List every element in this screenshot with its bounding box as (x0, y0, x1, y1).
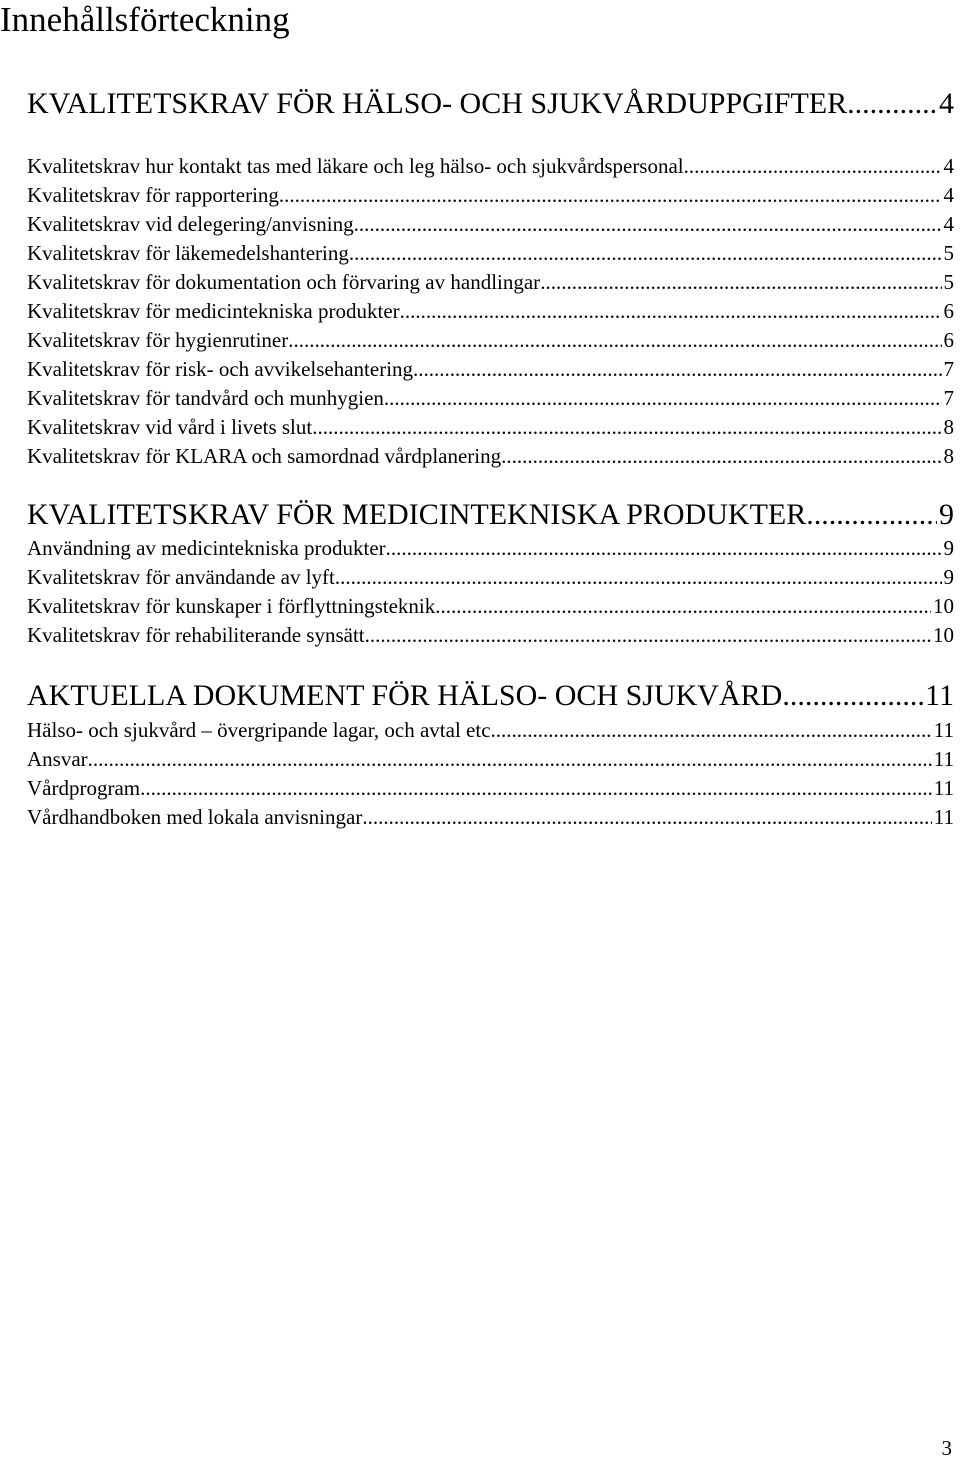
dot-leader (312, 413, 941, 441)
toc-entry[interactable] (27, 803, 954, 831)
dot-leader (140, 774, 932, 802)
toc-section-heading[interactable] (27, 678, 954, 714)
toc-page-number: 9 (943, 536, 954, 560)
toc-entry[interactable] (27, 563, 954, 591)
toc-entry[interactable] (27, 210, 954, 238)
toc-entry-title: Ansvar (27, 747, 88, 771)
dot-leader (496, 716, 932, 744)
toc-section-title: KVALITETSKRAV FÖR HÄLSO- OCH SJUKVÅRDUPPGIFTER (27, 87, 848, 120)
toc-page-number: 10 (933, 594, 954, 618)
toc-entry[interactable] (27, 413, 954, 441)
toc-page-number: 11 (933, 718, 954, 742)
toc-entry-title: Hälso- och sjukvård – övergripande lagar, och avtal etc. (27, 718, 496, 742)
page-number: 3 (941, 1436, 952, 1460)
toc-page-number: 7 (943, 357, 954, 381)
dot-leader (400, 297, 942, 325)
dot-leader (806, 497, 937, 533)
toc-page-number: 9 (939, 498, 954, 531)
toc-entry[interactable] (27, 592, 954, 620)
dot-leader (279, 181, 942, 209)
dot-leader (349, 239, 942, 267)
toc-entry-title: Kvalitetskrav för dokumentation och förvaring av handlingar (27, 270, 541, 294)
toc-entry-title: Användning av medicintekniska produkter (27, 536, 386, 560)
toc-entry[interactable] (27, 181, 954, 209)
toc-entry-title: Kvalitetskrav för kunskaper i förflyttningsteknik (27, 594, 436, 618)
toc-page-number: 9 (943, 565, 954, 589)
toc-entry[interactable] (27, 716, 954, 744)
dot-leader (365, 621, 931, 649)
toc-entry-title: Kvalitetskrav för hygienrutiner (27, 328, 289, 352)
toc-section-title: KVALITETSKRAV FÖR MEDICINTEKNISKA PRODUKTER (27, 498, 807, 531)
toc-page-number: 4 (943, 212, 954, 236)
dot-leader (684, 152, 942, 180)
dot-leader (362, 803, 931, 831)
toc-section-title: AKTUELLA DOKUMENT FÖR HÄLSO- OCH SJUKVÅRD (27, 679, 783, 712)
toc-page-number: 8 (943, 444, 954, 468)
toc-page-number: 8 (943, 415, 954, 439)
toc-entry-title: Kvalitetskrav för KLARA och samordnad vårdplanering (27, 444, 502, 468)
toc-page-number: 10 (933, 623, 954, 647)
toc-entry-title: Kvalitetskrav hur kontakt tas med läkare och leg hälso- och sjukvårdspersonal (27, 154, 684, 178)
toc-entry[interactable] (27, 442, 954, 470)
dot-leader (501, 442, 941, 470)
dot-leader (354, 210, 942, 238)
toc-entry-title: Kvalitetskrav för läkemedelshantering (27, 241, 349, 265)
toc-entry[interactable] (27, 774, 954, 802)
toc-entry-title: Kvalitetskrav vid vård i livets slut (27, 415, 313, 439)
toc-entry-title: Kvalitetskrav för tandvård och munhygien (27, 386, 384, 410)
toc-page-number: 11 (933, 776, 954, 800)
toc-page-number: 7 (943, 386, 954, 410)
toc-page-number: 5 (943, 241, 954, 265)
toc-page-number: 6 (943, 299, 954, 323)
toc-page-number: 11 (933, 747, 954, 771)
toc-entry[interactable] (27, 355, 954, 383)
toc-entry[interactable] (27, 326, 954, 354)
dot-leader (847, 86, 937, 122)
toc-entry-title: Kvalitetskrav vid delegering/anvisning (27, 212, 354, 236)
toc-page-number: 11 (925, 679, 954, 712)
dot-leader (386, 534, 942, 562)
toc-section-heading[interactable] (27, 86, 954, 122)
toc-entry-title: Kvalitetskrav för risk- och avvikelsehantering (27, 357, 414, 381)
toc-entry-title: Kvalitetskrav för rapportering (27, 183, 279, 207)
toc-entry-title: Kvalitetskrav för användande av lyft (27, 565, 335, 589)
toc-entry[interactable] (27, 297, 954, 325)
toc-entry-title: Kvalitetskrav för rehabiliterande synsätt (27, 623, 365, 647)
dot-leader (413, 355, 941, 383)
toc-section-heading[interactable] (27, 497, 954, 533)
toc-entry[interactable] (27, 745, 954, 773)
toc-page-number: 4 (939, 87, 954, 120)
dot-leader (335, 563, 942, 591)
toc-heading: Innehållsförteckning (0, 0, 290, 39)
dot-leader (540, 268, 941, 296)
dot-leader (288, 326, 941, 354)
toc-page-number: 4 (943, 154, 954, 178)
dot-leader (88, 745, 932, 773)
dot-leader (384, 384, 942, 412)
toc-entry[interactable] (27, 268, 954, 296)
toc-page-number: 6 (943, 328, 954, 352)
dot-leader (435, 592, 931, 620)
dot-leader (782, 678, 923, 714)
toc-entry[interactable] (27, 239, 954, 267)
toc-entry[interactable] (27, 621, 954, 649)
toc-entry[interactable] (27, 384, 954, 412)
toc-entry-title: Vårdprogram (27, 776, 141, 800)
toc-page-number: 5 (943, 270, 954, 294)
toc-page-number: 11 (933, 805, 954, 829)
toc-entry[interactable] (27, 534, 954, 562)
toc-entry-title: Kvalitetskrav för medicintekniska produkter (27, 299, 400, 323)
toc-page-number: 4 (943, 183, 954, 207)
toc-entry[interactable] (27, 152, 954, 180)
toc-entry-title: Vårdhandboken med lokala anvisningar (27, 805, 363, 829)
